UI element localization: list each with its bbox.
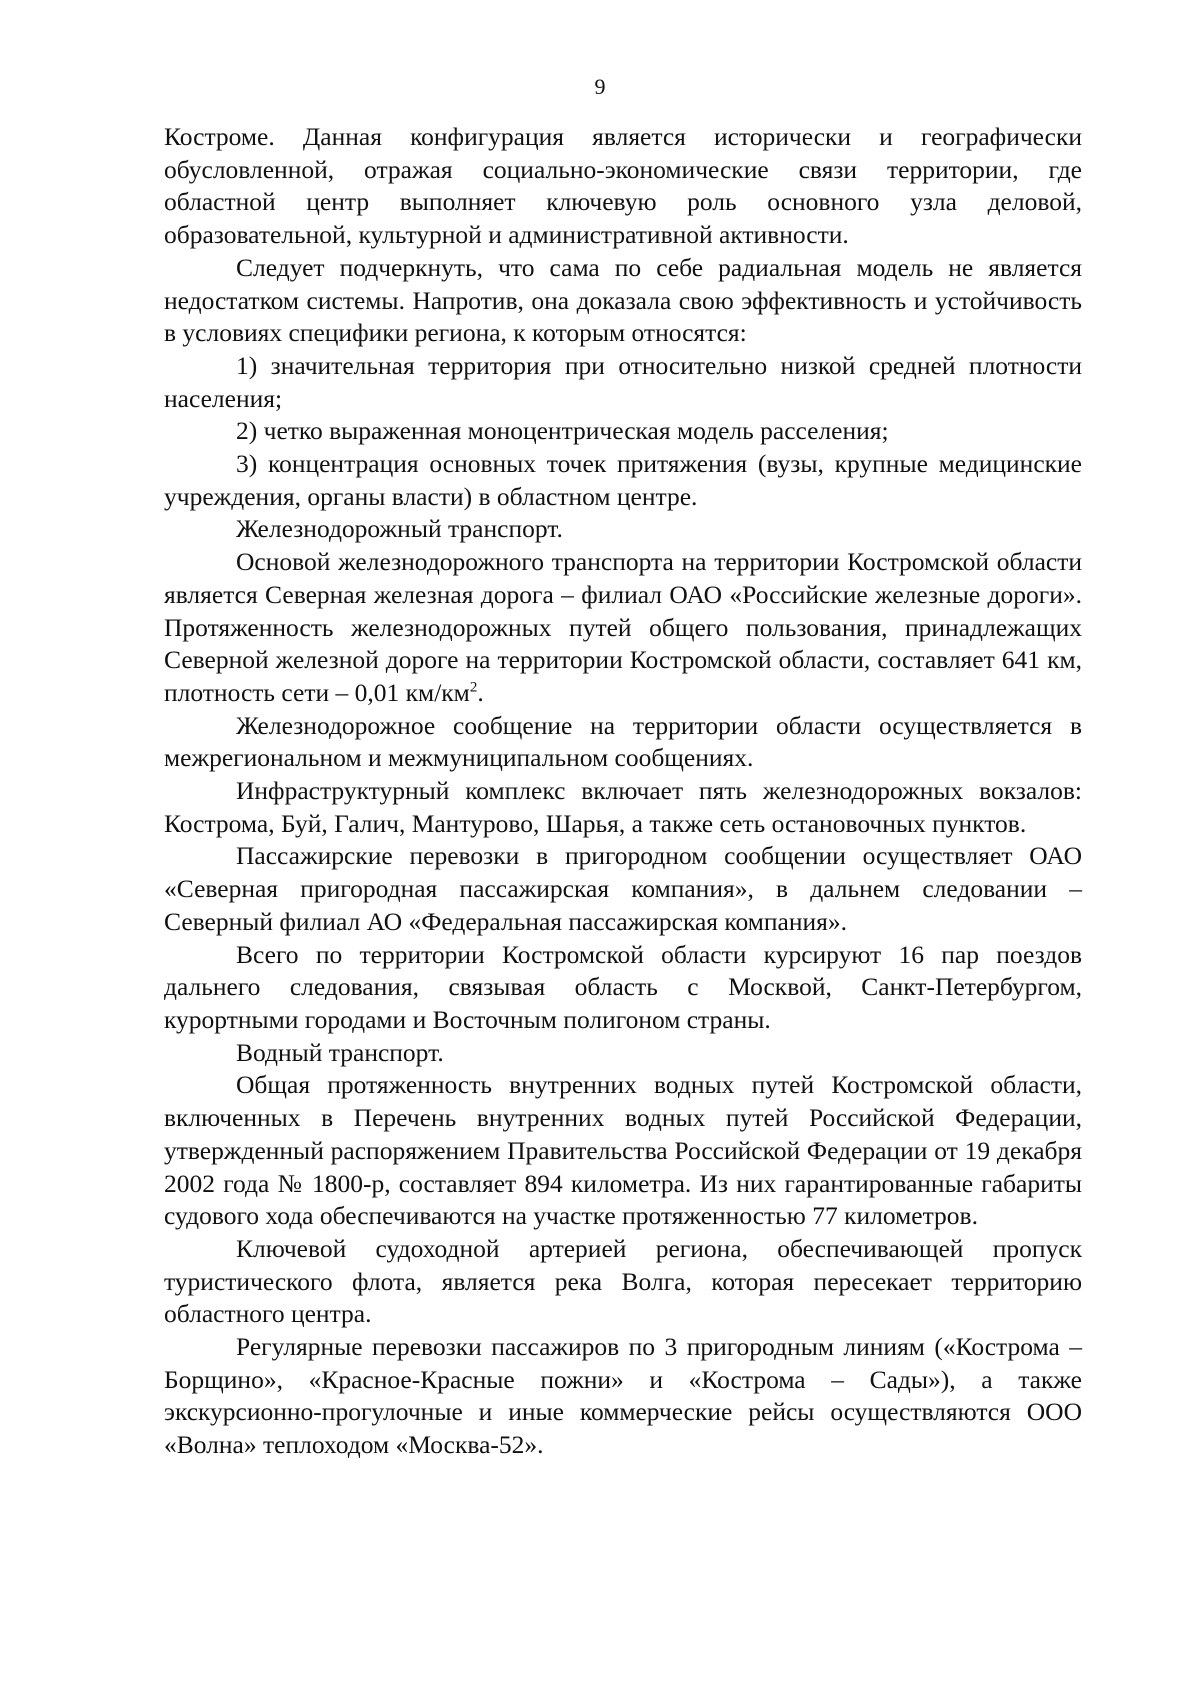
section-heading: Железнодорожный транспорт. <box>236 514 563 544</box>
paragraph: Всего по территории Костромской области курсируют 16 пар поездов дальнего следования, связывая область с Москвой, Санкт-Петербургом, курортными городами и Восточным полигоном страны. <box>164 939 1082 1034</box>
page-number: 9 <box>594 74 606 99</box>
paragraph <box>164 546 1082 710</box>
paragraph: Костроме. Данная конфигурация является исторически и географически обусловленной, отражая социально-экономические связи территории, где областной центр выполняет ключевую роль основного узла деловой, образовательной, культурной и административной активности. <box>164 122 1082 250</box>
paragraph: Ключевой судоходной артерией региона, обеспечивающей пропуск туристического флота, является река Волга, которая пересекает территорию областного центра. <box>164 1233 1082 1329</box>
list-item: 3) концентрация основных точек притяжения (вузы, крупные медицинские учреждения, органы власти) в областном центре. <box>164 449 1082 511</box>
paragraph: Пассажирские перевозки в пригородном сообщении осуществляет ОАО «Северная пригородная пассажирская компания», в дальнем следовании – Северный филиал АО «Федеральная пассажирская компания». <box>164 841 1082 936</box>
paragraph: Регулярные перевозки пассажиров по 3 пригородным линиям («Кострома – Борщино», «Красное-Красные пожни» и «Кострома – Сады»), а также экскурсионно-прогулочные и иные коммерческие рейсы осуществляются ООО «Волна» теплоходом «Москва-52». <box>164 1332 1082 1460</box>
paragraph: Инфраструктурный комплекс включает пять железнодорожных вокзалов: Кострома, Буй, Галич, Мантурово, Шарья, а также сеть остановочных пунктов. <box>164 776 1082 838</box>
section-heading: Водный транспорт. <box>236 1037 444 1067</box>
paragraph-text: Основой железнодорожного транспорта на территории Костромской области является Северная железная дорога – филиал ОАО «Российские железные дороги». Протяженность железнодорожных путей общего пользования, принадлежащих Северной железной дороге на территории Костромской области, составляет 641 км, плотность сети – 0,01 км/км <box>164 547 1082 707</box>
document-body <box>164 121 1082 1462</box>
list-item: 1) значительная территория при относительно низкой средней плотности населения; <box>164 350 1082 413</box>
list-item: 2) четко выраженная моноцентрическая модель расселения; <box>236 416 889 446</box>
paragraph: Следует подчеркнуть, что сама по себе радиальная модель не является недостатком системы. Напротив, она доказала свою эффективность и устойчивость в условиях специфики региона, к которым относятся: <box>164 252 1082 348</box>
superscript: 2 <box>469 679 478 696</box>
paragraph: Общая протяженность внутренних водных путей Костромской области, включенных в Перечень внутренних водных путей Российской Федерации, утвержденный распоряжением Правительства Российской Федерации от 19 декабря 2002 года № 1800-р, составляет 894 километра. Из них гарантированные габариты судового хода обеспечиваются на участке протяженностью 77 километров. <box>164 1070 1082 1231</box>
sentence-end: . <box>477 677 484 707</box>
paragraph: Железнодорожное сообщение на территории области осуществляется в межрегиональном и межмуниципальном сообщениях. <box>164 710 1082 773</box>
